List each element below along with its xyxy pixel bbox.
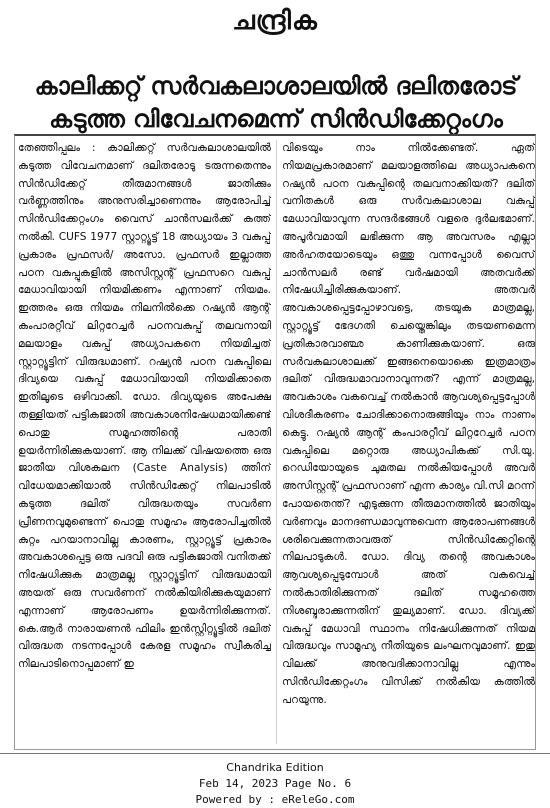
powered-by-link[interactable]: Powered by : eReleGo.com bbox=[195, 793, 355, 806]
article-text-column-1: തേഞ്ഞിപ്പലം : കാലിക്കറ്റ് സർവകലാശാലയിൽ കടുത്ത വിവേചനമാണ് ദലിതരോടു ടരുന്നതെന്നും സിൻഡിക്കേറ്റ് തീരുമാനങ്ങൾ ജാതിക്കും വർണ്ണത്തിനും അനുസരിച്ചാണെന്നും ആരോപിച്ച് സിൻഡിക്കേറ്റംഗം വൈസ് ചാൻസലർക്ക് കത്ത് നൽകി. CUFS 1977 സ്റ്റാറ്റ്യൂട്ട് 18 അധ്യായം 3 വകുപ്പ് പ്രകാരം പ്രഫസർ/ അസോ. പ്രഫസർ ഇല്ലാത്ത പഠന വകുപ്പുകളിൽ അസിസ്റ്റന്റ് പ്രഫസറെ വകുപ്പ് മേധാവിയായി നിയമിക്കണം എന്നാണ് നിയമം. ഇത്തരം ഒരു നിയമം നിലനിൽക്കെ റഷ്യൻ ആന്റ് കംപാരറ്റീവ് ലിറ്ററേച്ചർ പഠനവകുപ്പ് തലവനായി മലയാളം വകുപ്പ് അധ്യാപകനെ നിയമിച്ചത് സ്റ്റാറ്റ്യൂട്ടിന് വിരുദ്ധമാണ്. റഷ്യൻ പഠന വകുപ്പിലെ ദിവ്യയെ വകുപ്പ് മേധാവിയായി നിയമിക്കാതെ ഇതിലൂടെ ഒഴിവാക്കി. ഡോ. ദിവ്യയുടെ അപേക്ഷ തള്ളിയത് പട്ടികജാതി അവകാശനിഷേധമായിക്കണ്ട് പൊതു സമൂഹത്തിന്റെ പരാതി ഉയർന്നിരിക്കുകയാണ്. ആ നിലക്ക് വിഷയത്തെ ഒരു ജാതീയ വിശകലന (Caste Analysis) ത്തിന് വിധേയമാക്കിയാൽ സിൻഡിക്കേറ്റ് നിലപാടിൽ കടുത്ത ദലിത് വിരുദ്ധതയും സവർണ പ്രീണനവുമുണ്ടെന്ന് പൊതു സമൂഹം ആരോപിച്ചതിൽ കുറ്റം പറയാനാവില്ല കാരണം, സ്റ്റാറ്റ്യൂട്ട് പ്രകാരം അവകാശപ്പെട്ട ഒരു പദവി ഒരു പട്ടികജാതി വനിതക്ക് നിഷേധിക്കുക മാത്രമല്ല സ്റ്റാറ്റ്യൂട്ടിന് വിരുദ്ധമായി അയത് ഒരു സവർണന് നൽകിയിരിക്കുകയുമാണ് എന്നാണ് ആരോപണം ഉയർന്നിരിക്കുന്നത്. കെ.ആർ നാരായണൻ ഫിലിം ഇൻസ്റ്റിറ്റ്യൂട്ടിൽ ദലിത് വിരുദ്ധത നടന്നപ്പോൾ കേരള സമൂഹം സ്വീകരിച്ച നിലപാടിനൊപ്പമാണ് ഇ bbox=[18, 142, 271, 671]
page-footer bbox=[0, 753, 550, 808]
column-divider bbox=[276, 140, 277, 744]
masthead-title: ചന്ദ്രിക bbox=[232, 6, 318, 36]
edition-label: Chandrika Edition bbox=[226, 761, 324, 774]
article-column-right bbox=[282, 140, 535, 744]
article-headline bbox=[16, 70, 536, 136]
article-column-left bbox=[18, 140, 271, 744]
headline-line-1: കാലിക്കറ്റ് സർവകലാശാലയിൽ ദലിതരോട് bbox=[34, 72, 518, 100]
edition-date: Feb 14, 2023 Page No. 6 bbox=[198, 777, 352, 790]
footer-rule bbox=[0, 753, 550, 754]
newspaper-masthead bbox=[0, 0, 550, 44]
article-text-column-2: വിടെയും നാം നിൽക്കേണ്ടത്. ഏത് നിയമപ്രകാരമാണ് മലയാളത്തിലെ അധ്യാപകനെ റഷ്യൻ പഠന വകുപ്പിന്റെ തലവനാക്കിയത്? ദലിത് വനിതകൾ ഒരു സർവകലാശാല വകുപ്പ് മേധാവിയാവുന്ന സന്ദർഭങ്ങൾ വളരെ ദുർലഭമാണ്. അപൂർവമായി ലഭിക്കുന്ന ആ അവസരം എല്ലാ അർഹതയോടെയും ഒത്തു വന്നപ്പോൾ വൈസ് ചാൻസലർ രണ്ട് വർഷമായി അതവർക്ക് നിഷേധിച്ചിരിക്കുകയാണ്. അതവർ അവകാശപ്പെട്ടപ്പോഴാവട്ടെ, തടയുക മാത്രമല്ല, സ്റ്റാറ്റ്യൂട്ട് ഭേദഗതി ചെയ്തെങ്കിലും തടയണമെന്ന പ്രതികാരവാഞ്ഛ കാണിക്കുകയാണ്. ഒരു സർവകലാശാലക്ക് ഇങ്ങനെയൊക്കെ ഇത്രമാത്രം ദലിത് വിരുദ്ധമാവാനാവുന്നത്? എന്ന് മാത്രമല്ല, അവകാശം വകവെച്ച് നൽകാൻ ആവശ്യപ്പെട്ടപ്പോൾ വിശദീകരണം ചോദിക്കാനൊരുങ്ങിയും നാം നാണം കെട്ടു. റഷ്യൻ ആന്റ് കംപാരറ്റീവ് ലിറ്ററേച്ചർ പഠന വകുപ്പിലെ മറ്റൊരു അധ്യാപികക്ക് സി.യു. റെഡിയോയുടെ ചുമതല നൽകിയപ്പോൾ അവർ അസിസ്റ്റന്റ് പ്രഫസറാണ് എന്ന കാര്യം വി.സി മറന്ന് പോയതെന്ത്? എടുക്കുന്ന തീരുമാനത്തിൽ ജാതിയും വർണവും മാനദണ്ഡമാവുന്നുവെന്ന ആരോപണങ്ങൾ ശരിവെക്കുന്നതാവരുത് സിൻഡിക്കേറ്റിന്റെ നിലപാടുകൾ. ഡോ. ദിവ്യ തന്റെ അവകാശം ആവശ്യപ്പെടുമ്പോൾ അത് വകവെച്ച് നൽകാതിരിക്കുന്നത് ദലിത് സമൂഹത്തെ നിശബ്ദരാക്കുന്നതിന് തുല്യമാണ്. ഡോ. ദിവ്യക്ക് വകുപ്പ് മേധാവി സ്ഥാനം നിഷേധിക്കുന്നത് നിയമ വിരുദ്ധവും സാമൂഹ്യ നീതിയുടെ ലംഘനവുമാണ്. ഇതു വിലക്ക് അനുവദിക്കാനാവില്ല എന്നും സിൻഡിക്കേറ്റംഗം വിസിക്ക് നൽകിയ കത്തിൽ പറയുന്നു. bbox=[282, 142, 535, 706]
headline-line-2: കടുത്ത വിവേചനമെന്ന് സിൻഡിക്കേറ്റംഗം bbox=[49, 105, 503, 133]
